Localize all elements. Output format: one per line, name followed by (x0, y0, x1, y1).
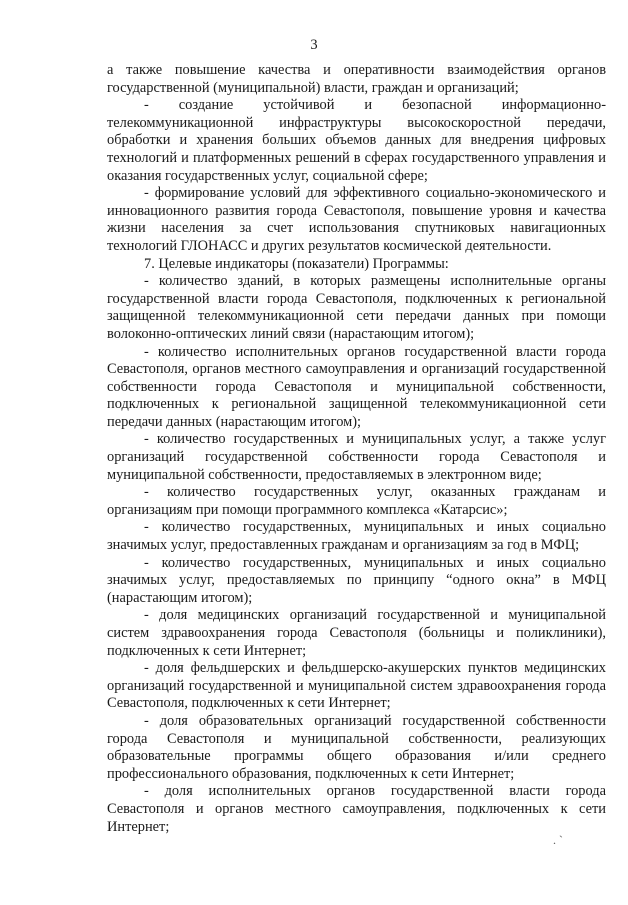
indicator-medical-orgs: - доля медицинских организаций государственной и муниципальной систем здравоохранения города Севастополя (больницы и поликлиники), подключенных к сети Интернет; (107, 607, 606, 659)
indicator-mfc-one-window: - количество государственных, муниципальных и иных социально значимых услуг, предоставляемых по принципу “одного окна” в МФЦ (нарастающим итогом); (107, 554, 606, 606)
indicator-feldsher-points: - доля фельдшерских и фельдшерско-акушерских пунктов медицинских организаций государственной и муниципальной систем здравоохранения города Севастополя, подключенных к сети Интернет; (107, 660, 606, 712)
indicator-organizations: - количество исполнительных органов государственной власти города Севастополя, органов местного самоуправления и организаций государственной собственности города Севастополя и муниципальной собственности, подключенных к региональной защищенной телекоммуникационной сети передачи данных (нарастающим итогом); (107, 343, 606, 430)
section-heading-indicators: 7. Целевые индикаторы (показатели) Программы: (144, 255, 449, 272)
indicator-electronic-services: - количество государственных и муниципальных услуг, а также услуг организаций государственной собственности города Севастополя и муниципальной собственности, предоставляемых в электронном виде; (107, 431, 606, 483)
scan-artifact: . ` (553, 833, 563, 847)
document-body (107, 62, 606, 836)
page-number: 3 (310, 37, 318, 53)
indicator-executive-bodies: - доля исполнительных органов государственной власти города Севастополя и органов местного самоуправления, подключенных к сети Интернет; (107, 783, 606, 835)
indicator-buildings: - количество зданий, в которых размещены исполнительные органы государственной власти города Севастополя, подключенных к региональной защищенной телекоммуникационной сети передачи данных при помощи волоконно-оптических линий связи (нарастающим итогом); (107, 273, 606, 342)
paragraph-continuation: а также повышение качества и оперативности взаимодействия органов государственной (муниципальной) власти, граждан и организаций; (107, 62, 606, 96)
indicator-mfc-year: - количество государственных, муниципальных и иных социально значимых услуг, предоставленных гражданам и организациям за год в МФЦ; (107, 519, 606, 554)
paragraph-infrastructure: - создание устойчивой и безопасной информационно-телекоммуникационной инфраструктуры высокоскоростной передачи, обработки и хранения больших объемов данных для внедрения цифровых технологий и платформенных решений в сферах государственного управления и оказания государственных услуг, социальной сфере; (107, 97, 606, 184)
indicator-katarsis: - количество государственных услуг, оказанных гражданам и организациям при помощи программного комплекса «Катарсис»; (107, 484, 606, 518)
paragraph-glonass: - формирование условий для эффективного социально-экономического и инновационного развития города Севастополя, повышение уровня и качества жизни населения за счет использования спутниковых навигационных технологий ГЛОНАСС и других результатов космической деятельности. (107, 185, 606, 254)
indicator-educational-orgs: - доля образовательных организаций государственной собственности города Севастополя и муниципальной собственности, реализующих образовательные программы общего образования и/или среднего профессионального образования, подключенных к сети Интернет; (107, 712, 606, 782)
